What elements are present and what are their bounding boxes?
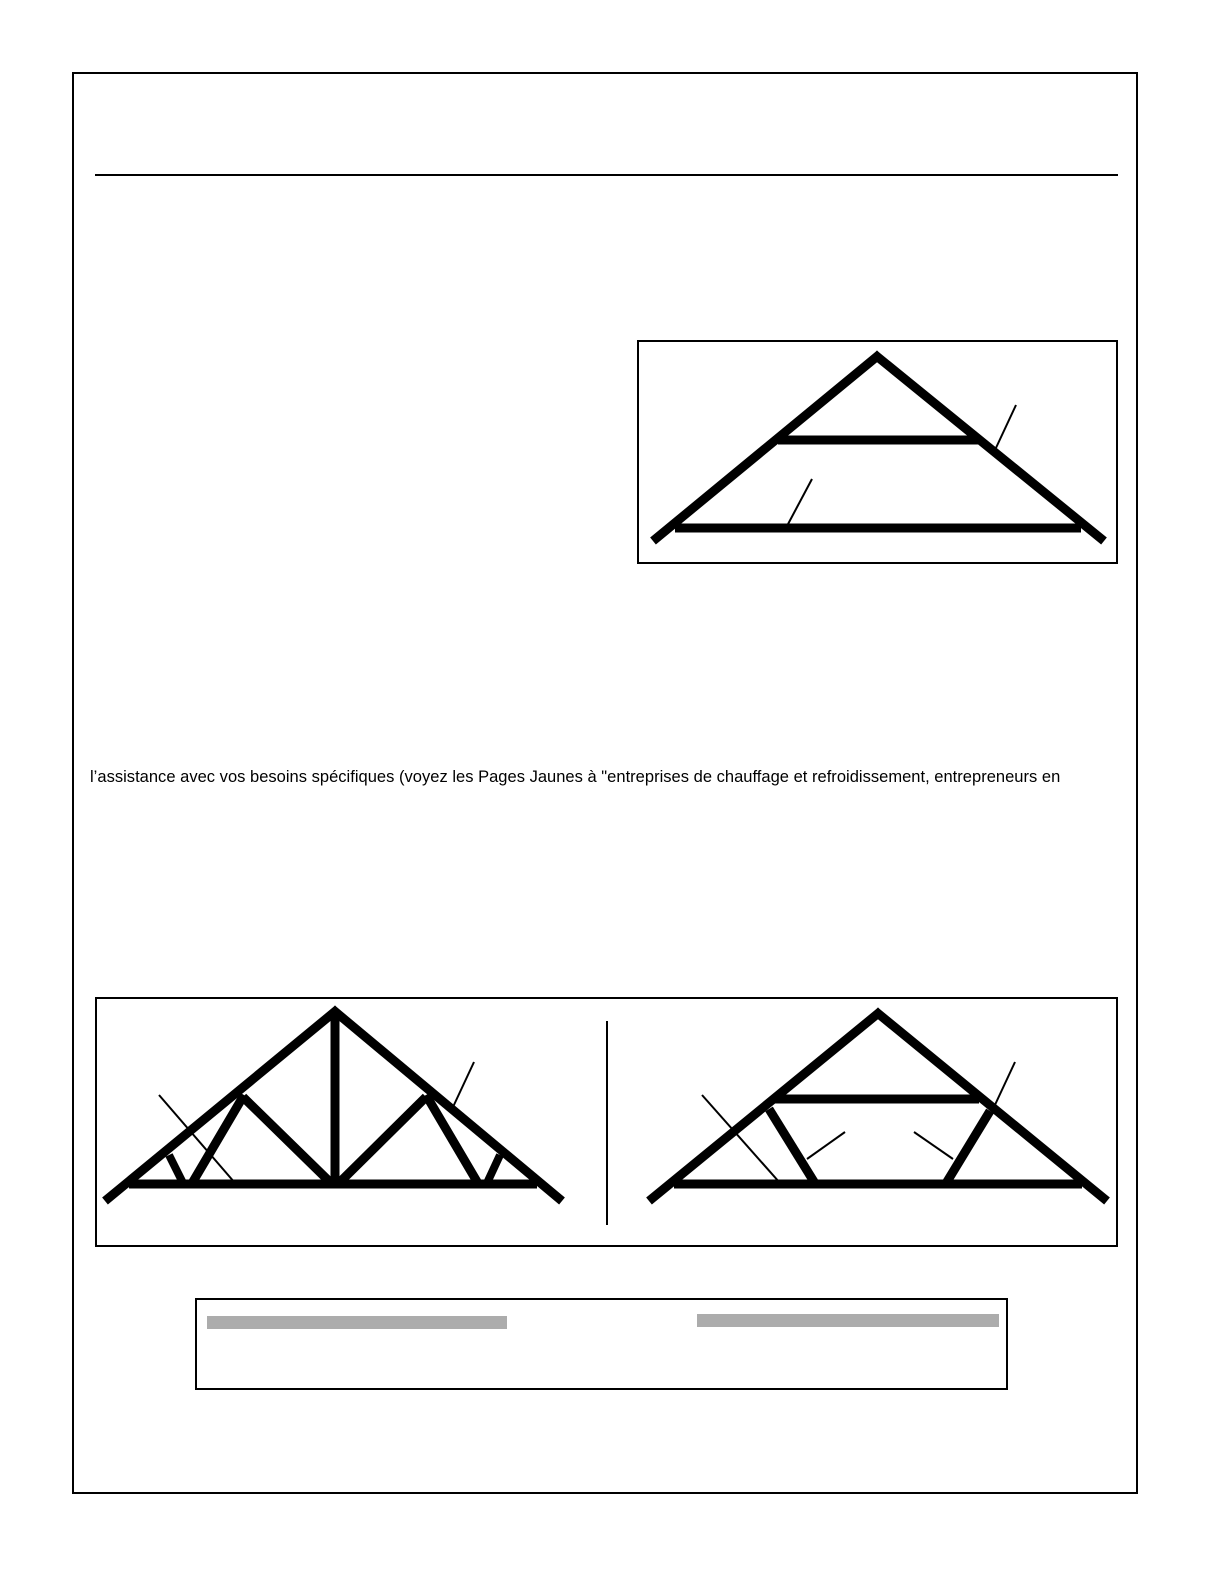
figure-top-truss [637, 340, 1118, 564]
right-truss-top-chord-right [875, 1011, 1107, 1201]
left-top-chord [653, 354, 880, 541]
left-truss-web-1 [243, 1097, 333, 1185]
right-truss-callout-mid-left [807, 1132, 845, 1159]
left-truss-top-chord-right [332, 1009, 562, 1201]
attic-truss-diagram [639, 342, 1120, 566]
left-truss-web-5 [169, 1155, 183, 1183]
caption-bar-right [697, 1314, 999, 1327]
right-truss-knee-wall-left [769, 1109, 816, 1185]
right-truss-knee-wall-right [945, 1111, 990, 1185]
right-truss-top-chord-left [649, 1011, 881, 1201]
callout-line-lower [787, 479, 812, 526]
figure-bottom-trusses [95, 997, 1118, 1247]
attic-room-truss [649, 1011, 1107, 1201]
callout-line-upper [995, 405, 1016, 450]
right-truss-callout-mid-right [914, 1132, 953, 1159]
truss-comparison-diagram [97, 999, 1120, 1249]
left-truss-top-chord-left [105, 1009, 338, 1201]
left-truss-callout-right [453, 1062, 474, 1107]
caption-box [195, 1298, 1008, 1390]
left-truss-web-6 [487, 1155, 500, 1183]
fink-truss [105, 1009, 562, 1201]
header-rule [95, 174, 1118, 176]
left-truss-web-3 [337, 1097, 426, 1185]
body-text-line: l’assistance avec vos besoins spécifiques (voyez les Pages Jaunes à "entreprises de chauffage et refroidissement, entrepreneurs en [90, 768, 1061, 786]
right-top-chord [874, 354, 1104, 541]
caption-bar-left [207, 1316, 507, 1329]
right-truss-callout-right [994, 1062, 1015, 1107]
